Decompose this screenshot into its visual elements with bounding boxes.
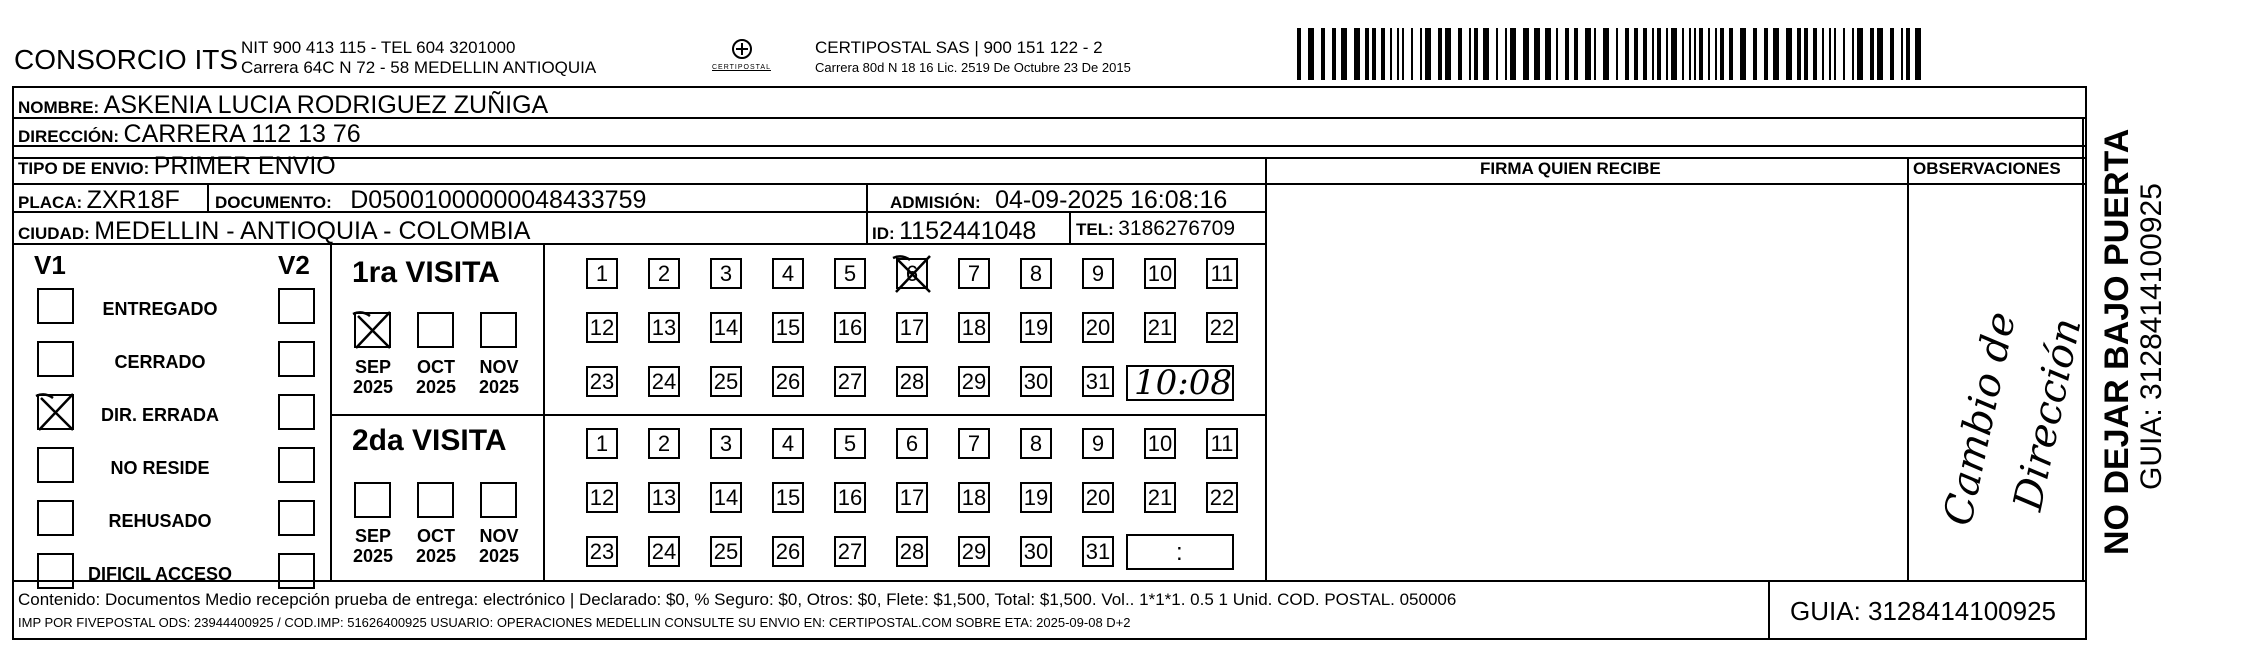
barcode-bar bbox=[1565, 28, 1569, 80]
barcode-bar bbox=[1332, 28, 1336, 80]
day-box[interactable]: 29 bbox=[958, 536, 990, 567]
col-line bbox=[866, 183, 868, 243]
visita2-time: : bbox=[1176, 539, 1183, 566]
month-year: 2025 bbox=[415, 377, 457, 397]
v2-checkbox[interactable] bbox=[278, 553, 315, 589]
ciudad-label: CIUDAD: bbox=[18, 224, 90, 243]
row-line bbox=[12, 580, 2087, 582]
v1-checkbox[interactable] bbox=[37, 341, 74, 377]
tel-row bbox=[1076, 217, 1235, 241]
carrier-address: Carrera 80d N 18 16 Lic. 2519 De Octubre 23 De 2015 bbox=[815, 60, 1131, 75]
day-box[interactable]: 20 bbox=[1082, 312, 1114, 343]
month-label bbox=[472, 357, 526, 397]
barcode-bar bbox=[1699, 28, 1703, 80]
barcode-bar bbox=[1365, 28, 1369, 80]
v1-checkbox[interactable] bbox=[37, 553, 74, 589]
carrier-name: CERTIPOSTAL SAS | 900 151 122 - 2 bbox=[815, 38, 1103, 57]
visita2-title: 2da VISITA bbox=[352, 424, 507, 457]
day-box[interactable]: 16 bbox=[834, 482, 866, 513]
day-box[interactable]: 9 bbox=[1082, 428, 1114, 459]
documento-row bbox=[215, 186, 646, 215]
status-label: NO RESIDE bbox=[110, 458, 210, 478]
month-checkbox[interactable] bbox=[354, 312, 391, 348]
barcode-bar bbox=[1438, 28, 1442, 80]
day-check-mark bbox=[896, 258, 928, 289]
barcode-bar bbox=[1657, 28, 1661, 80]
day-box[interactable]: 7 bbox=[958, 428, 990, 459]
day-box[interactable]: 19 bbox=[1020, 312, 1052, 343]
day-box[interactable]: 31 bbox=[1082, 536, 1114, 567]
barcode-bar bbox=[1474, 28, 1478, 80]
col-line bbox=[1768, 580, 1770, 640]
barcode-bar bbox=[1308, 28, 1314, 80]
footer-contenido: Contenido: Documentos Medio recepción prueba de entrega: electrónico | Declarado: $0, % Seguro: $0, Otros: $0, Flete: $1,500, Total: $1,500. Vol.. 1*1*1. 0.5 1 Unid. COD. POSTAL. 050006 bbox=[18, 590, 1457, 609]
day-box[interactable]: 4 bbox=[772, 258, 804, 289]
day-box[interactable]: 19 bbox=[1020, 482, 1052, 513]
day-box[interactable]: 14 bbox=[710, 312, 742, 343]
observaciones-line2: Dirección bbox=[2005, 314, 2091, 515]
barcode-bar bbox=[1625, 28, 1629, 80]
month-label bbox=[409, 357, 463, 397]
id-row bbox=[872, 217, 1036, 246]
col-line bbox=[1265, 157, 1267, 580]
day-box[interactable]: 27 bbox=[834, 536, 866, 567]
day-box[interactable]: 4 bbox=[772, 428, 804, 459]
nombre-value: ASKENIA LUCIA RODRIGUEZ ZUÑIGA bbox=[103, 91, 549, 119]
company-nit: NIT 900 413 115 - TEL 604 3201000 bbox=[241, 38, 516, 57]
barcode-bar bbox=[1682, 28, 1684, 80]
barcode-bar bbox=[1786, 28, 1792, 80]
footer-imp: IMP POR FIVEPOSTAL ODS: 23944400925 / COD.IMP: 51626400925 USUARIO: OPERACIONES MEDELLIN CONSULTE SU ENVIO EN: CERTIPOSTAL.COM SOBRE ETA: 2025-09-08 D+2 bbox=[18, 615, 1131, 630]
month-checkbox[interactable] bbox=[354, 482, 391, 518]
day-box[interactable]: 31 bbox=[1082, 366, 1114, 397]
status-label: ENTREGADO bbox=[102, 299, 218, 319]
barcode-bar bbox=[1822, 28, 1824, 80]
v1-checkbox[interactable] bbox=[37, 394, 74, 430]
month-year: 2025 bbox=[478, 546, 520, 566]
month-checkbox[interactable] bbox=[480, 312, 517, 348]
direccion-label: DIRECCIÓN: bbox=[18, 127, 120, 146]
day-box[interactable]: 11 bbox=[1206, 428, 1238, 459]
barcode-bar bbox=[1870, 28, 1874, 80]
v2-checkbox[interactable] bbox=[278, 288, 315, 324]
day-box[interactable]: 13 bbox=[648, 312, 680, 343]
row-line bbox=[330, 414, 1265, 416]
nombre-row bbox=[18, 91, 548, 120]
barcode-bar bbox=[1523, 28, 1529, 80]
day-box[interactable]: 21 bbox=[1144, 312, 1176, 343]
barcode-bar bbox=[1652, 28, 1654, 80]
month-year: 2025 bbox=[478, 377, 520, 397]
month-name: OCT bbox=[417, 526, 455, 546]
day-box[interactable]: 10 bbox=[1144, 428, 1176, 459]
month-year: 2025 bbox=[352, 546, 394, 566]
col-line bbox=[1907, 157, 1909, 580]
admision-value: 04-09-2025 16:08:16 bbox=[995, 186, 1228, 214]
barcode-bar bbox=[1906, 28, 1910, 80]
month-name: NOV bbox=[479, 357, 519, 377]
day-box[interactable]: 27 bbox=[834, 366, 866, 397]
company-address: Carrera 64C N 72 - 58 MEDELLIN ANTIOQUIA bbox=[241, 58, 597, 77]
day-box[interactable]: 30 bbox=[1020, 366, 1052, 397]
barcode-bar bbox=[1773, 28, 1779, 80]
barcode-bar bbox=[1594, 28, 1596, 80]
v2-checkbox[interactable] bbox=[278, 341, 315, 377]
id-value: 1152441048 bbox=[899, 217, 1037, 245]
barcode-bar bbox=[1390, 28, 1392, 80]
status-label: CERRADO bbox=[114, 352, 206, 372]
barcode-bar bbox=[1764, 28, 1768, 80]
day-box[interactable]: 2 bbox=[648, 428, 680, 459]
barcode-bar bbox=[1397, 28, 1399, 80]
barcode-bar bbox=[1829, 28, 1831, 80]
day-box[interactable]: 6 bbox=[896, 258, 928, 289]
status-label: DIR. ERRADA bbox=[100, 405, 219, 425]
direccion-row bbox=[18, 120, 361, 149]
day-box[interactable]: 21 bbox=[1144, 482, 1176, 513]
day-box[interactable]: 30 bbox=[1020, 536, 1052, 567]
day-box[interactable]: 11 bbox=[1206, 258, 1238, 289]
month-checkbox[interactable] bbox=[417, 482, 454, 518]
barcode-bar bbox=[1797, 28, 1801, 80]
admision-label: ADMISIÓN: bbox=[890, 193, 981, 212]
visita1-title: 1ra VISITA bbox=[352, 256, 500, 289]
month-label bbox=[346, 357, 400, 397]
barcode-bar bbox=[1585, 28, 1591, 80]
day-box[interactable]: 29 bbox=[958, 366, 990, 397]
day-box[interactable]: 5 bbox=[834, 258, 866, 289]
day-box[interactable]: 5 bbox=[834, 428, 866, 459]
day-box[interactable]: 12 bbox=[586, 312, 618, 343]
v2-checkbox[interactable] bbox=[278, 500, 315, 536]
day-box[interactable]: 15 bbox=[772, 312, 804, 343]
month-name: SEP bbox=[354, 526, 392, 546]
direccion-value: CARRERA 112 13 76 bbox=[123, 120, 361, 148]
month-name: NOV bbox=[479, 526, 519, 546]
row-line bbox=[12, 183, 2087, 185]
day-box[interactable]: 22 bbox=[1206, 312, 1238, 343]
barcode-bar bbox=[1321, 28, 1325, 80]
barcode-bar bbox=[1666, 28, 1668, 80]
day-box[interactable]: 14 bbox=[710, 482, 742, 513]
month-label bbox=[409, 526, 463, 566]
day-box[interactable]: 8 bbox=[1020, 428, 1052, 459]
tipo-value: PRIMER ENVIO bbox=[153, 152, 336, 180]
v1-checkbox[interactable] bbox=[37, 500, 74, 536]
v2-checkbox[interactable] bbox=[278, 394, 315, 430]
barcode-bar bbox=[1843, 28, 1845, 80]
barcode-bar bbox=[1341, 28, 1347, 80]
tipo-label: TIPO DE ENVIO: bbox=[18, 159, 150, 178]
barcode-bar bbox=[1890, 28, 1894, 80]
barcode-bar bbox=[1852, 28, 1854, 80]
day-box[interactable]: 25 bbox=[710, 366, 742, 397]
barcode bbox=[1297, 28, 1932, 80]
barcode-bar bbox=[1634, 28, 1638, 80]
month-label bbox=[346, 526, 400, 566]
barcode-bar bbox=[1694, 28, 1696, 80]
day-box[interactable]: 22 bbox=[1206, 482, 1238, 513]
day-box[interactable]: 18 bbox=[958, 312, 990, 343]
barcode-bar bbox=[1877, 28, 1883, 80]
day-box[interactable]: 24 bbox=[648, 536, 680, 567]
barcode-bar bbox=[1381, 28, 1385, 80]
barcode-bar bbox=[1458, 28, 1462, 80]
side-no-dejar: NO DEJAR BAJO PUERTA bbox=[2098, 128, 2136, 555]
id-label: ID: bbox=[872, 224, 895, 243]
barcode-bar bbox=[1708, 28, 1710, 80]
col-line bbox=[543, 243, 545, 580]
barcode-bar bbox=[1372, 28, 1376, 80]
barcode-bar bbox=[1720, 28, 1724, 80]
col-line bbox=[330, 243, 332, 580]
day-box[interactable]: 16 bbox=[834, 312, 866, 343]
day-box[interactable]: 7 bbox=[958, 258, 990, 289]
ciudad-value: MEDELLIN - ANTIOQUIA - COLOMBIA bbox=[94, 217, 531, 245]
barcode-bar bbox=[1643, 28, 1647, 80]
barcode-bar bbox=[1469, 28, 1471, 80]
day-box[interactable]: 9 bbox=[1082, 258, 1114, 289]
v1-checkbox[interactable] bbox=[37, 288, 74, 324]
barcode-bar bbox=[1616, 28, 1618, 80]
month-label bbox=[472, 526, 526, 566]
v2-label: V2 bbox=[278, 250, 310, 280]
footer-guia: GUIA: 3128414100925 bbox=[1790, 596, 2056, 626]
day-box[interactable]: 24 bbox=[648, 366, 680, 397]
day-box[interactable]: 12 bbox=[586, 482, 618, 513]
v1-checkbox[interactable] bbox=[37, 447, 74, 483]
day-box[interactable]: 6 bbox=[896, 428, 928, 459]
day-box[interactable]: 28 bbox=[896, 536, 928, 567]
logo-icon bbox=[712, 36, 772, 82]
tel-label: TEL: bbox=[1076, 220, 1114, 239]
observaciones-label: OBSERVACIONES bbox=[1913, 159, 2061, 178]
month-checkbox[interactable] bbox=[480, 482, 517, 518]
day-box[interactable]: 26 bbox=[772, 366, 804, 397]
day-box[interactable]: 28 bbox=[896, 366, 928, 397]
barcode-bar bbox=[1545, 28, 1551, 80]
barcode-bar bbox=[1671, 28, 1677, 80]
day-box[interactable]: 3 bbox=[710, 258, 742, 289]
barcode-bar bbox=[1402, 28, 1404, 80]
barcode-bar bbox=[1505, 28, 1507, 80]
month-name: SEP bbox=[354, 357, 392, 377]
barcode-bar bbox=[1534, 28, 1540, 80]
visita1-time-box bbox=[1126, 365, 1234, 401]
barcode-bar bbox=[1574, 28, 1578, 80]
observaciones-line1: Cambio de bbox=[1935, 307, 2026, 530]
v1-label: V1 bbox=[34, 250, 66, 280]
month-checkbox[interactable] bbox=[417, 312, 454, 348]
documento-label: DOCUMENTO: bbox=[215, 193, 332, 212]
barcode-bar bbox=[1857, 28, 1863, 80]
col-line bbox=[207, 183, 209, 211]
barcode-bar bbox=[1740, 28, 1746, 80]
barcode-bar bbox=[1556, 28, 1558, 80]
day-box[interactable]: 23 bbox=[586, 366, 618, 397]
day-box[interactable]: 13 bbox=[648, 482, 680, 513]
barcode-bar bbox=[1753, 28, 1757, 80]
barcode-bar bbox=[1420, 28, 1422, 80]
v2-checkbox[interactable] bbox=[278, 447, 315, 483]
barcode-bar bbox=[1445, 28, 1451, 80]
certipostal-logo bbox=[712, 36, 772, 82]
day-box[interactable]: 25 bbox=[710, 536, 742, 567]
barcode-bar bbox=[1729, 28, 1733, 80]
barcode-bar bbox=[1354, 28, 1360, 80]
barcode-bar bbox=[1715, 28, 1717, 80]
ciudad-row bbox=[18, 217, 530, 246]
placa-row bbox=[18, 186, 180, 215]
day-box[interactable]: 17 bbox=[896, 482, 928, 513]
barcode-bar bbox=[1915, 28, 1921, 80]
col-line bbox=[1069, 211, 1071, 243]
documento-value: D05001000000048433759 bbox=[350, 186, 647, 214]
barcode-bar bbox=[1901, 28, 1903, 80]
admision-row bbox=[890, 186, 1227, 215]
day-box[interactable]: 20 bbox=[1082, 482, 1114, 513]
status-label: DIFICIL ACCESO bbox=[87, 564, 232, 584]
tipo-row bbox=[18, 152, 336, 181]
barcode-bar bbox=[1496, 28, 1498, 80]
day-box[interactable]: 10 bbox=[1144, 258, 1176, 289]
visita1-time: 10:08 bbox=[1134, 363, 1232, 403]
barcode-bar bbox=[1425, 28, 1431, 80]
company-name: CONSORCIO ITS bbox=[14, 44, 239, 75]
barcode-bar bbox=[1483, 28, 1489, 80]
month-year: 2025 bbox=[352, 377, 394, 397]
visita2-time-box bbox=[1126, 534, 1234, 570]
placa-label: PLACA: bbox=[18, 193, 83, 212]
barcode-bar bbox=[1813, 28, 1817, 80]
nombre-label: NOMBRE: bbox=[18, 98, 100, 117]
barcode-bar bbox=[1510, 28, 1516, 80]
barcode-bar bbox=[1603, 28, 1609, 80]
barcode-bar bbox=[1834, 28, 1836, 80]
logo-text: CERTIPOSTAL bbox=[712, 64, 771, 71]
side-guia: GUIA: 3128414100925 bbox=[2135, 183, 2168, 490]
barcode-bar bbox=[1411, 28, 1413, 80]
month-year: 2025 bbox=[415, 546, 457, 566]
day-box[interactable]: 8 bbox=[1020, 258, 1052, 289]
day-box[interactable]: 15 bbox=[772, 482, 804, 513]
placa-value: ZXR18F bbox=[86, 186, 180, 214]
day-box[interactable]: 2 bbox=[648, 258, 680, 289]
day-box[interactable]: 26 bbox=[772, 536, 804, 567]
status-label: REHUSADO bbox=[108, 511, 212, 531]
firma-label: FIRMA QUIEN RECIBE bbox=[1480, 159, 1661, 178]
barcode-bar bbox=[1689, 28, 1691, 80]
day-box[interactable]: 23 bbox=[586, 536, 618, 567]
day-box[interactable]: 18 bbox=[958, 482, 990, 513]
barcode-bar bbox=[1804, 28, 1808, 80]
day-box[interactable]: 3 bbox=[710, 428, 742, 459]
barcode-bar bbox=[1297, 28, 1301, 80]
day-box[interactable]: 1 bbox=[586, 258, 618, 289]
day-box[interactable]: 1 bbox=[586, 428, 618, 459]
day-box[interactable]: 17 bbox=[896, 312, 928, 343]
tel-value: 3186276709 bbox=[1118, 217, 1236, 240]
month-name: OCT bbox=[417, 357, 455, 377]
